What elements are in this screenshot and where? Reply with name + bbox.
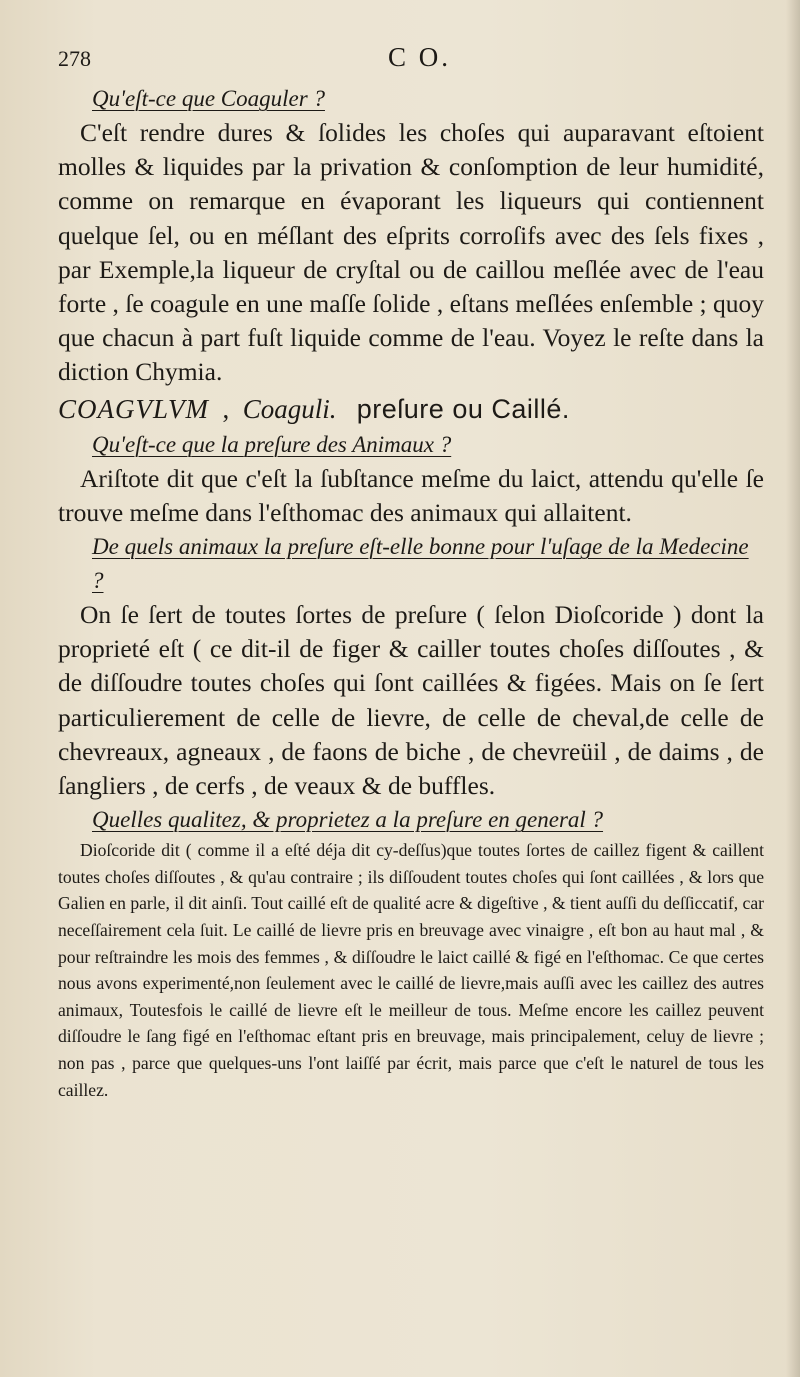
question-heading: Quelles qualitez, & proprietez a la preſure en general ? bbox=[92, 807, 604, 833]
page-edge-shadow bbox=[786, 0, 800, 1377]
question-heading: Qu'eſt-ce que Coaguler ? bbox=[92, 86, 325, 111]
entry-french: preſure ou Caillé. bbox=[356, 393, 570, 424]
paragraph: On ſe ſert de toutes ſortes de preſure ( ſelon Dioſcoride ) dont la proprieté eſt ( ce dit-il de figer & cailler toutes choſes diſſoutes , & de diſſoudre toutes choſes qui ſont caillées & figées. Mais on ſe ſert particulierement de celle de lievre, de celle de cheval,de celle de chevreaux, agneaux , de faons de biche , de chevreüil , de daims , de ſangliers , de cerfs , de veaux & de buffles. bbox=[58, 600, 764, 801]
entry-latin: Coaguli. bbox=[242, 393, 337, 424]
paragraph: C'eſt rendre dures & ſolides les choſes qui auparavant eſtoient molles & liquides par la privation & conſomption de leur humidité, comme on remarque en évaporant les liqueurs qui contiennent quelque ſel, ou en méſlant des eſprits corroſifs avec des ſels fixes , par Exemple,la liqueur de cryſtal ou de caillou meſlée avec de l'eau forte , ſe coagule en une maſſe ſolide , eſtans meſlées enſemble ; quoy que chacun à part fuſt liquide comme de l'eau. Voyez le reſte dans la diction Chymia. bbox=[58, 118, 764, 387]
entry-heading: COAGVLVM , Coaguli. preſure ou Caillé. bbox=[58, 393, 570, 424]
paragraph: Ariſtote dit que c'eſt la ſubſtance meſme du laict, attendu qu'elle ſe trouve meſme dans l'eſthomac des animaux qui allaitent. bbox=[58, 463, 764, 527]
paragraph-small-print: Dioſcoride dit ( comme il a eſté déja dit cy-deſſus)que toutes ſortes de caillez figent & caillent toutes choſes diſſoutes , & qu'au contraire ; ils diſſoudent toutes choſes qui ſont caillées , & lors que Galien en parle, il dit ainſi. Tout caillé eſt de qualité acre & digeſtive , & tient auſſi du deſſiccatif, car neceſſairement cela ſuit. Le caillé de lievre pris en breuvage avec vinaigre , eſt bon au haut mal , & pour reſtraindre les mois des femmes , & diſſoudre le laict caillé & figé en l'eſthomac. Ce que certes nous avons experimenté,non ſeulement avec le caillé de lievre,mais auſſi avec les caillez des autres animaux, Toutesfois le caillé de lievre eſt le meilleur de tous. Meſme encore les caillez peuvent diſſoudre le ſang figé en l'eſthomac eſtant pris en breuvage, mais principalement, celuy de lievre ; non pas , parce que quelques-uns l'ont laiſſé par écrit, mais parce que c'eſt le naturel de tous les caillez. bbox=[58, 840, 764, 1100]
page-body bbox=[58, 82, 764, 1103]
running-head: C O. bbox=[388, 42, 452, 72]
question-heading: Qu'eſt-ce que la preſure des Animaux ? bbox=[92, 431, 452, 457]
page-number: 278 bbox=[58, 46, 91, 71]
entry-headword: COAGVLVM bbox=[58, 393, 209, 424]
page-header bbox=[58, 42, 764, 82]
question-heading: De quels animaux la preſure eſt-elle bonne pour l'uſage de la Medecine ? bbox=[92, 534, 749, 594]
